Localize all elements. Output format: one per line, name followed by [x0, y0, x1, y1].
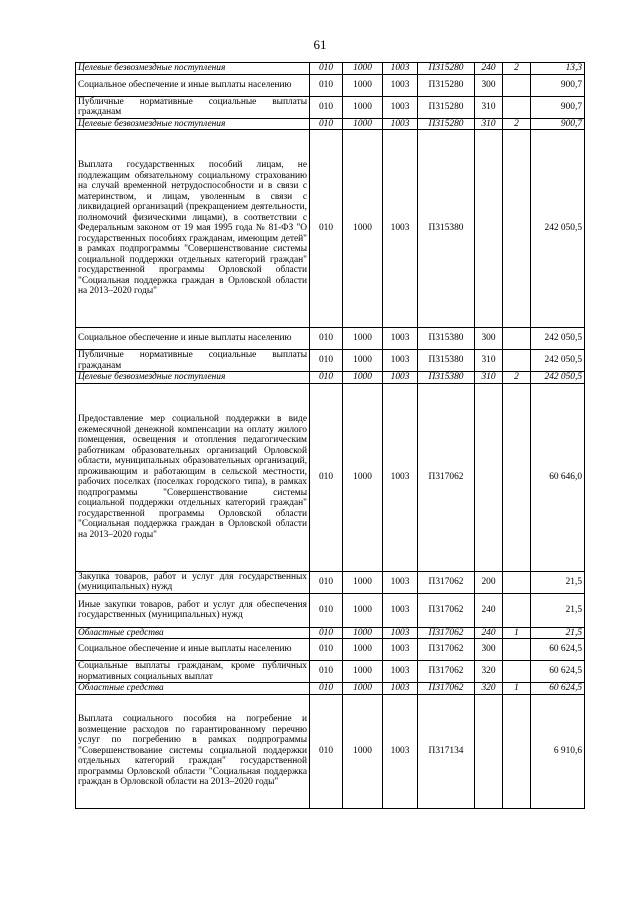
- subsection-code-cell: 1003: [383, 118, 418, 130]
- row-name-cell: Публичные нормативные социальные выплаты гражданам: [76, 350, 310, 372]
- row-name-cell: Целевые безвозмездные поступления: [76, 118, 310, 130]
- expense-type-cell: 320: [475, 661, 503, 683]
- target-item-cell: П317062: [418, 661, 475, 683]
- budget-table: [75, 62, 585, 809]
- amount-cell: 900,7: [531, 74, 585, 96]
- target-item-cell: П315280: [418, 63, 475, 75]
- ministry-code-cell: 010: [310, 661, 343, 683]
- amount-cell: 900,7: [531, 118, 585, 130]
- ministry-code-cell: 010: [310, 63, 343, 75]
- row-name-cell: Выплата социального пособия на погребение и возмещение расходов по гарантированному перечню услуг по погребению в рамках подпрограммы "Совершенствование системы социальной поддержки отдельных категорий граждан" государственной программы Орловской области "Социальная поддержка граждан в Орловской области на 2013–2020 годы": [76, 694, 310, 808]
- funding-source-cell: 1: [503, 627, 531, 639]
- ministry-code-cell: 010: [310, 350, 343, 372]
- target-item-cell: П317062: [418, 627, 475, 639]
- table-row: [76, 683, 585, 695]
- expense-type-cell: 310: [475, 372, 503, 384]
- target-item-cell: П317062: [418, 571, 475, 593]
- row-name-cell: Иные закупки товаров, работ и услуг для обеспечения государственных (муниципальных) нужд: [76, 593, 310, 627]
- ministry-code-cell: 010: [310, 328, 343, 350]
- section-code-cell: 1000: [343, 627, 383, 639]
- funding-source-cell: [503, 96, 531, 118]
- section-code-cell: 1000: [343, 593, 383, 627]
- section-code-cell: 1000: [343, 63, 383, 75]
- table-row: [76, 593, 585, 627]
- expense-type-cell: 310: [475, 96, 503, 118]
- amount-cell: 21,5: [531, 593, 585, 627]
- subsection-code-cell: 1003: [383, 593, 418, 627]
- amount-cell: 242 050,5: [531, 328, 585, 350]
- funding-source-cell: [503, 383, 531, 571]
- expense-type-cell: 240: [475, 627, 503, 639]
- section-code-cell: 1000: [343, 661, 383, 683]
- section-code-cell: 1000: [343, 372, 383, 384]
- amount-cell: 13,3: [531, 63, 585, 75]
- table-row: [76, 694, 585, 808]
- target-item-cell: П315380: [418, 130, 475, 328]
- target-item-cell: П317062: [418, 683, 475, 695]
- section-code-cell: 1000: [343, 96, 383, 118]
- amount-cell: 900,7: [531, 96, 585, 118]
- amount-cell: 60 624,5: [531, 639, 585, 661]
- subsection-code-cell: 1003: [383, 661, 418, 683]
- target-item-cell: П315380: [418, 328, 475, 350]
- row-name-cell: Целевые безвозмездные поступления: [76, 372, 310, 384]
- table-row: [76, 639, 585, 661]
- amount-cell: 60 646,0: [531, 383, 585, 571]
- expense-type-cell: 310: [475, 350, 503, 372]
- ministry-code-cell: 010: [310, 627, 343, 639]
- ministry-code-cell: 010: [310, 383, 343, 571]
- page-number: 61: [313, 37, 327, 52]
- funding-source-cell: [503, 593, 531, 627]
- table-row: [76, 63, 585, 75]
- expense-type-cell: [475, 694, 503, 808]
- row-name-cell: Выплата государственных пособий лицам, не подлежащим обязательному социальному страхованию на случай временной нетрудоспособности и в связи с материнством, и лицам, уволенным в связи с ликвидацией организаций (прекращением деятельности, полномочий физическими лицами), в соответствии с Федеральным законом от 19 мая 1995 года № 81-ФЗ "О государственных пособиях гражданам, имеющим детей" в рамках подпрограммы "Совершенствование системы социальной поддержки отдельных категорий граждан" государственной программы Орловской области "Социальная поддержка граждан в Орловской области на 2013–2020 годы": [76, 130, 310, 328]
- table-row: [76, 372, 585, 384]
- ministry-code-cell: 010: [310, 130, 343, 328]
- expense-type-cell: [475, 130, 503, 328]
- section-code-cell: 1000: [343, 694, 383, 808]
- amount-cell: 6 910,6: [531, 694, 585, 808]
- funding-source-cell: [503, 74, 531, 96]
- subsection-code-cell: 1003: [383, 383, 418, 571]
- funding-source-cell: 2: [503, 118, 531, 130]
- amount-cell: 242 050,5: [531, 350, 585, 372]
- expense-type-cell: [475, 383, 503, 571]
- funding-source-cell: [503, 694, 531, 808]
- table-row: [76, 96, 585, 118]
- subsection-code-cell: 1003: [383, 639, 418, 661]
- row-name-cell: Социальное обеспечение и иные выплаты населению: [76, 328, 310, 350]
- section-code-cell: 1000: [343, 383, 383, 571]
- row-name-cell: Социальное обеспечение и иные выплаты населению: [76, 74, 310, 96]
- expense-type-cell: 320: [475, 683, 503, 695]
- expense-type-cell: 240: [475, 63, 503, 75]
- row-name-cell: Предоставление мер социальной поддержки в виде ежемесячной денежной компенсации на оплату жилого помещения, освещения и отопления педагогическим работникам образовательных организаций Орловской области, муниципальных образовательных организаций, проживающим и работающим в сельской местности, рабочих поселках (поселках городского типа), в рамках подпрограммы "Совершенствование системы социальной поддержки отдельных категорий граждан" государственной программы Орловской области "Социальная поддержка граждан в Орловской области на 2013–2020 годы": [76, 383, 310, 571]
- funding-source-cell: [503, 350, 531, 372]
- section-code-cell: 1000: [343, 571, 383, 593]
- section-code-cell: 1000: [343, 639, 383, 661]
- ministry-code-cell: 010: [310, 118, 343, 130]
- funding-source-cell: [503, 639, 531, 661]
- subsection-code-cell: 1003: [383, 74, 418, 96]
- amount-cell: 242 050,5: [531, 130, 585, 328]
- table-row: [76, 350, 585, 372]
- row-name-cell: Закупка товаров, работ и услуг для государственных (муниципальных) нужд: [76, 571, 310, 593]
- expense-type-cell: 300: [475, 328, 503, 350]
- funding-source-cell: [503, 328, 531, 350]
- table-row: [76, 571, 585, 593]
- expense-type-cell: 240: [475, 593, 503, 627]
- expense-type-cell: 200: [475, 571, 503, 593]
- expense-type-cell: 310: [475, 118, 503, 130]
- funding-source-cell: 1: [503, 683, 531, 695]
- target-item-cell: П317134: [418, 694, 475, 808]
- funding-source-cell: [503, 130, 531, 328]
- table-row: [76, 627, 585, 639]
- ministry-code-cell: 010: [310, 593, 343, 627]
- funding-source-cell: [503, 571, 531, 593]
- table-row: [76, 661, 585, 683]
- subsection-code-cell: 1003: [383, 130, 418, 328]
- subsection-code-cell: 1003: [383, 694, 418, 808]
- target-item-cell: П315280: [418, 74, 475, 96]
- ministry-code-cell: 010: [310, 372, 343, 384]
- ministry-code-cell: 010: [310, 639, 343, 661]
- ministry-code-cell: 010: [310, 683, 343, 695]
- table-row: [76, 383, 585, 571]
- amount-cell: 242 050,5: [531, 372, 585, 384]
- ministry-code-cell: 010: [310, 694, 343, 808]
- subsection-code-cell: 1003: [383, 63, 418, 75]
- section-code-cell: 1000: [343, 350, 383, 372]
- subsection-code-cell: 1003: [383, 627, 418, 639]
- amount-cell: 60 624,5: [531, 661, 585, 683]
- target-item-cell: П315280: [418, 118, 475, 130]
- subsection-code-cell: 1003: [383, 96, 418, 118]
- table-row: [76, 130, 585, 328]
- amount-cell: 21,5: [531, 627, 585, 639]
- subsection-code-cell: 1003: [383, 683, 418, 695]
- subsection-code-cell: 1003: [383, 350, 418, 372]
- target-item-cell: П317062: [418, 593, 475, 627]
- row-name-cell: Целевые безвозмездные поступления: [76, 63, 310, 75]
- section-code-cell: 1000: [343, 683, 383, 695]
- ministry-code-cell: 010: [310, 96, 343, 118]
- funding-source-cell: [503, 661, 531, 683]
- target-item-cell: П315380: [418, 372, 475, 384]
- table-row: [76, 118, 585, 130]
- funding-source-cell: 2: [503, 372, 531, 384]
- row-name-cell: Социальные выплаты гражданам, кроме публичных нормативных социальных выплат: [76, 661, 310, 683]
- section-code-cell: 1000: [343, 130, 383, 328]
- row-name-cell: Областные средства: [76, 627, 310, 639]
- row-name-cell: Социальное обеспечение и иные выплаты населению: [76, 639, 310, 661]
- ministry-code-cell: 010: [310, 74, 343, 96]
- ministry-code-cell: 010: [310, 571, 343, 593]
- section-code-cell: 1000: [343, 118, 383, 130]
- table-row: [76, 74, 585, 96]
- expense-type-cell: 300: [475, 74, 503, 96]
- target-item-cell: П315380: [418, 350, 475, 372]
- table-body: [76, 63, 585, 809]
- subsection-code-cell: 1003: [383, 328, 418, 350]
- row-name-cell: Публичные нормативные социальные выплаты гражданам: [76, 96, 310, 118]
- funding-source-cell: 2: [503, 63, 531, 75]
- expense-type-cell: 300: [475, 639, 503, 661]
- target-item-cell: П317062: [418, 639, 475, 661]
- section-code-cell: 1000: [343, 328, 383, 350]
- amount-cell: 60 624,5: [531, 683, 585, 695]
- target-item-cell: П317062: [418, 383, 475, 571]
- row-name-cell: Областные средства: [76, 683, 310, 695]
- amount-cell: 21,5: [531, 571, 585, 593]
- subsection-code-cell: 1003: [383, 571, 418, 593]
- table-row: [76, 328, 585, 350]
- target-item-cell: П315280: [418, 96, 475, 118]
- subsection-code-cell: 1003: [383, 372, 418, 384]
- section-code-cell: 1000: [343, 74, 383, 96]
